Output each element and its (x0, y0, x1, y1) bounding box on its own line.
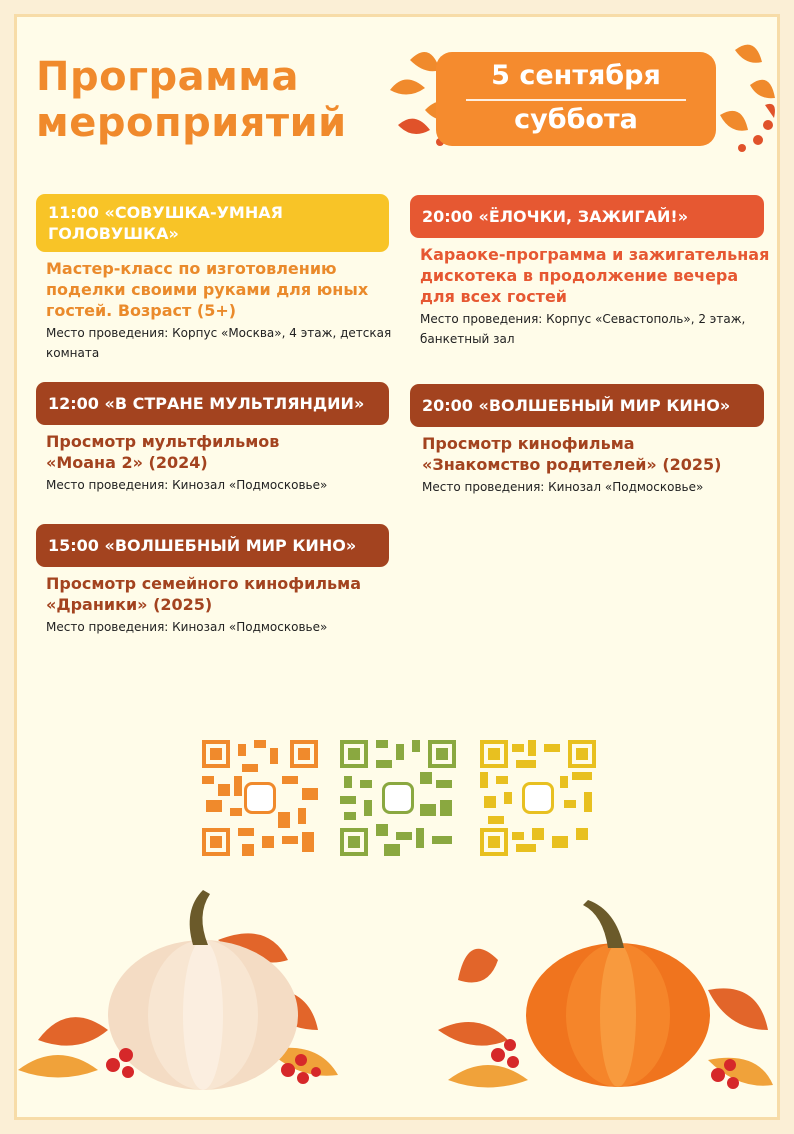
event-card-5 (36, 524, 396, 637)
event-header: 11:00 «СОВУШКА-УМНАЯ ГОЛОВУШКА» (36, 194, 389, 252)
date-badge (436, 52, 716, 146)
event-header: 12:00 «В СТРАНЕ МУЛЬТЛЯНДИИ» (36, 382, 389, 425)
event-place: Место проведения: Корпус «Москва», 4 этаж, детская комната (46, 326, 392, 360)
weekday-text: суббота (514, 104, 638, 135)
qr-code-vk[interactable] (202, 740, 318, 856)
date-text: 5 сентября (491, 60, 661, 91)
max-messenger-icon (382, 782, 414, 814)
event-card-2 (410, 195, 775, 349)
event-card-3 (36, 382, 396, 495)
qr-code-telegram[interactable] (480, 740, 596, 856)
telegram-icon (522, 782, 554, 814)
event-place: Место проведения: Кинозал «Подмосковье» (46, 478, 328, 492)
event-description: Караоке-программа и зажигательная дискотека в продолжение вечера для всех гостей (420, 245, 770, 306)
date-divider (466, 99, 686, 101)
event-card-1 (36, 194, 396, 363)
title-line-2: мероприятий (36, 100, 347, 146)
event-header: 20:00 «ЁЛОЧКИ, ЗАЖИГАЙ!» (410, 195, 764, 238)
event-description: Мастер-класс по изготовлению поделки своими руками для юных гостей. Возраст (5+) (46, 259, 369, 320)
event-header: 15:00 «ВОЛШЕБНЫЙ МИР КИНО» (36, 524, 389, 567)
title-line-1: Программа (36, 54, 299, 100)
event-place: Место проведения: Кинозал «Подмосковье» (46, 620, 328, 634)
white-pumpkin-illustration (18, 880, 348, 1110)
event-card-4 (410, 384, 775, 497)
page-title (36, 54, 347, 146)
event-place: Место проведения: Корпус «Севастополь», 2 этаж, банкетный зал (420, 312, 746, 346)
event-description: Просмотр семейного кинофильма «Драники» (2025) (46, 574, 362, 614)
event-description: Просмотр кинофильма «Знакомство родителей» (2025) (422, 434, 722, 474)
event-description: Просмотр мультфильмов «Моана 2» (2024) (46, 432, 280, 472)
vk-icon (244, 782, 276, 814)
orange-pumpkin-illustration (438, 900, 778, 1110)
event-place: Место проведения: Кинозал «Подмосковье» (422, 480, 704, 494)
qr-code-max[interactable] (340, 740, 456, 856)
event-header: 20:00 «ВОЛШЕБНЫЙ МИР КИНО» (410, 384, 764, 427)
